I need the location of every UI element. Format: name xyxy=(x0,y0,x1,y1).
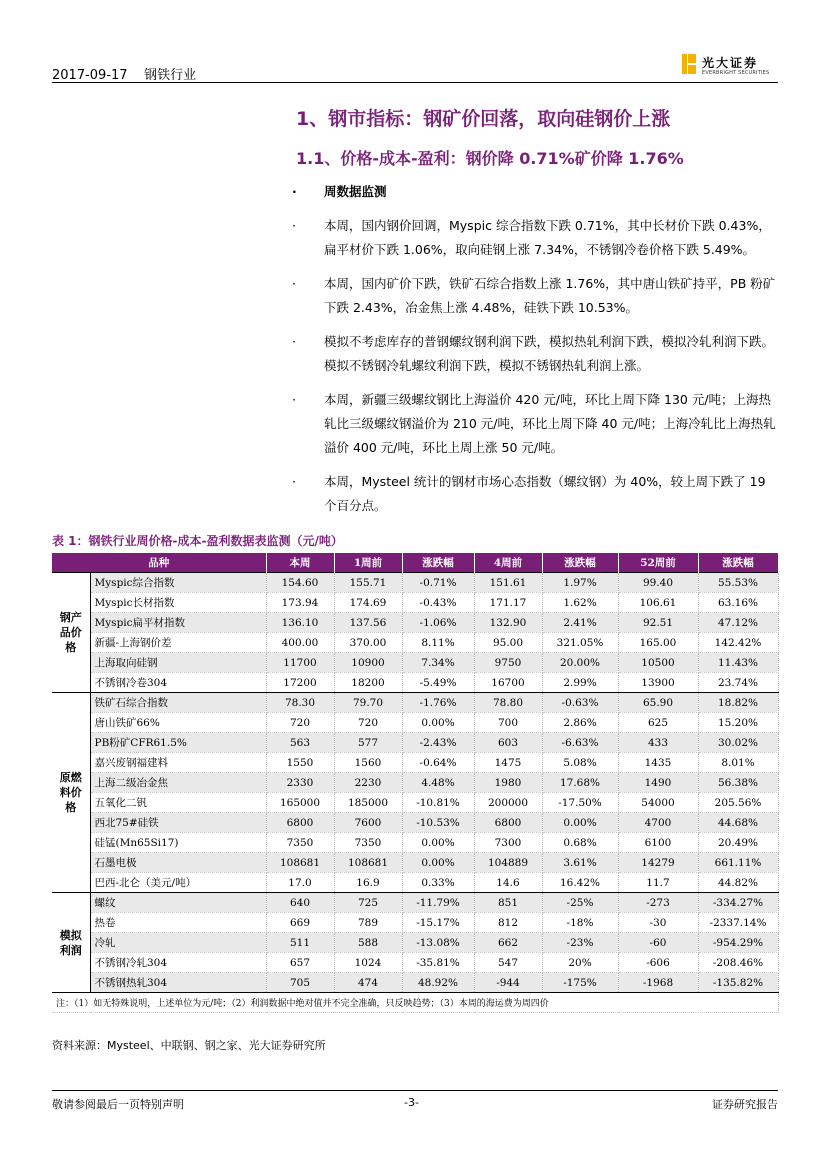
value-cell: -606 xyxy=(618,953,698,973)
row-name-cell: 热卷 xyxy=(90,913,266,933)
bullet-dot: · xyxy=(292,392,296,407)
value-cell: 661.11% xyxy=(698,853,778,873)
row-name-cell: 不锈钢热轧304 xyxy=(90,973,266,993)
value-cell: 205.56% xyxy=(698,793,778,813)
value-cell: 185000 xyxy=(334,793,402,813)
value-cell: 18200 xyxy=(334,673,402,693)
row-name-cell: Myspic综合指数 xyxy=(90,573,266,593)
value-cell: 10900 xyxy=(334,653,402,673)
value-cell: 812 xyxy=(474,913,542,933)
value-cell: 1475 xyxy=(474,753,542,773)
value-cell: 171.17 xyxy=(474,593,542,613)
row-name-cell: 不锈钢冷卷304 xyxy=(90,673,266,693)
value-cell: -23% xyxy=(542,933,618,953)
value-cell: 14.6 xyxy=(474,873,542,893)
value-cell: -11.79% xyxy=(402,893,474,913)
col-header: 52周前 xyxy=(618,553,698,573)
row-name-cell: 铁矿石综合指数 xyxy=(90,693,266,713)
value-cell: 155.71 xyxy=(334,573,402,593)
row-name-cell: 嘉兴废钢福建料 xyxy=(90,753,266,773)
value-cell: 136.10 xyxy=(266,613,334,633)
value-cell: 789 xyxy=(334,913,402,933)
value-cell: 1024 xyxy=(334,953,402,973)
group-label: 钢产品价格 xyxy=(52,573,90,693)
col-header: 涨跌幅 xyxy=(402,553,474,573)
value-cell: 48.92% xyxy=(402,973,474,993)
value-cell: 79.70 xyxy=(334,693,402,713)
table-row xyxy=(52,753,778,773)
value-cell: -10.53% xyxy=(402,813,474,833)
value-cell: 547 xyxy=(474,953,542,973)
value-cell: 588 xyxy=(334,933,402,953)
table-row xyxy=(52,873,778,893)
value-cell: 108681 xyxy=(334,853,402,873)
subsection-heading: 1.1、价格-成本-盈利：钢价降 0.71%矿价降 1.76% xyxy=(296,149,684,168)
value-cell: 1.97% xyxy=(542,573,618,593)
value-cell: -1.76% xyxy=(402,693,474,713)
row-name-cell: 硅锰(Mn65Si17) xyxy=(90,833,266,853)
value-cell: 6100 xyxy=(618,833,698,853)
value-cell: 6800 xyxy=(266,813,334,833)
value-cell: 165000 xyxy=(266,793,334,813)
group-label: 原燃料价格 xyxy=(52,693,90,893)
col-header: 品种 xyxy=(52,553,266,573)
value-cell: 7.34% xyxy=(402,653,474,673)
table-row xyxy=(52,853,778,873)
value-cell: 9750 xyxy=(474,653,542,673)
footer-disclaimer: 敬请参阅最后一页特别声明 xyxy=(52,1098,184,1111)
value-cell: 8.01% xyxy=(698,753,778,773)
data-table xyxy=(52,553,779,1013)
table-row xyxy=(52,633,778,653)
value-cell: 5.08% xyxy=(542,753,618,773)
value-cell: -175% xyxy=(542,973,618,993)
table-caption: 表 1：钢铁行业周价格-成本-盈利数据表监测（元/吨） xyxy=(52,534,343,548)
col-header: 本周 xyxy=(266,553,334,573)
value-cell: 151.61 xyxy=(474,573,542,593)
value-cell: 8.11% xyxy=(402,633,474,653)
value-cell: 0.33% xyxy=(402,873,474,893)
row-name-cell: 唐山铁矿66% xyxy=(90,713,266,733)
value-cell: 400.00 xyxy=(266,633,334,653)
value-cell: 2330 xyxy=(266,773,334,793)
table-row xyxy=(52,833,778,853)
row-name-cell: Myspic扁平材指数 xyxy=(90,613,266,633)
value-cell: 4700 xyxy=(618,813,698,833)
value-cell: 662 xyxy=(474,933,542,953)
table-row xyxy=(52,673,778,693)
logo-en-text: EVERBRIGHT SECURITIES xyxy=(702,70,770,76)
value-cell: 104889 xyxy=(474,853,542,873)
value-cell: -10.81% xyxy=(402,793,474,813)
value-cell: 577 xyxy=(334,733,402,753)
value-cell: -0.71% xyxy=(402,573,474,593)
value-cell: 10500 xyxy=(618,653,698,673)
value-cell: -1.06% xyxy=(402,613,474,633)
report-date: 2017-09-17 xyxy=(52,68,128,83)
value-cell: 0.00% xyxy=(542,813,618,833)
value-cell: 17200 xyxy=(266,673,334,693)
value-cell: 16.9 xyxy=(334,873,402,893)
value-cell: -30 xyxy=(618,913,698,933)
brand-logo xyxy=(682,54,782,80)
value-cell: 2.86% xyxy=(542,713,618,733)
header-divider xyxy=(52,82,778,83)
table-row xyxy=(52,713,778,733)
value-cell: 1980 xyxy=(474,773,542,793)
value-cell: 603 xyxy=(474,733,542,753)
bullet-dot: · xyxy=(292,474,296,489)
group-label: 模拟利润 xyxy=(52,893,90,993)
value-cell: 106.61 xyxy=(618,593,698,613)
row-name-cell: 螺纹 xyxy=(90,893,266,913)
table-row xyxy=(52,573,778,593)
value-cell: -17.50% xyxy=(542,793,618,813)
table-row xyxy=(52,773,778,793)
value-cell: 433 xyxy=(618,733,698,753)
value-cell: -2.43% xyxy=(402,733,474,753)
col-header: 涨跌幅 xyxy=(698,553,778,573)
value-cell: 200000 xyxy=(474,793,542,813)
value-cell: 20.49% xyxy=(698,833,778,853)
value-cell: 17.0 xyxy=(266,873,334,893)
value-cell: 370.00 xyxy=(334,633,402,653)
value-cell: 511 xyxy=(266,933,334,953)
value-cell: 7350 xyxy=(334,833,402,853)
value-cell: -0.64% xyxy=(402,753,474,773)
footer-report-type: 证券研究报告 xyxy=(712,1098,778,1111)
table-row xyxy=(52,693,778,713)
row-name-cell: 石墨电极 xyxy=(90,853,266,873)
value-cell: 625 xyxy=(618,713,698,733)
value-cell: 1.62% xyxy=(542,593,618,613)
value-cell: 99.40 xyxy=(618,573,698,593)
value-cell: 321.05% xyxy=(542,633,618,653)
value-cell: 44.68% xyxy=(698,813,778,833)
row-name-cell: 不锈钢冷轧304 xyxy=(90,953,266,973)
table-row xyxy=(52,593,778,613)
value-cell: 851 xyxy=(474,893,542,913)
value-cell: 14279 xyxy=(618,853,698,873)
bullet-item: · 本周，国内钢价回调，Myspic 综合指数下跌 0.71%，其中长材价下跌 0.43%，扁平材价下跌 1.06%，取向硅钢上涨 7.34%，不锈钢冷卷价格下跌 5.49%。 xyxy=(290,214,780,262)
value-cell: 1550 xyxy=(266,753,334,773)
value-cell: 4.48% xyxy=(402,773,474,793)
bullet-item: · 模拟不考虑库存的普钢螺纹钢利润下跌，模拟热轧利润下跌，模拟冷轧利润下跌。模拟不锈钢冷轧螺纹利润下跌，模拟不锈钢热轧利润上涨。 xyxy=(290,330,780,378)
value-cell: -60 xyxy=(618,933,698,953)
row-name-cell: 冷轧 xyxy=(90,933,266,953)
value-cell: 11.7 xyxy=(618,873,698,893)
table-row xyxy=(52,893,778,913)
bullet-item: · 周数据监测 xyxy=(290,180,780,204)
value-cell: 11700 xyxy=(266,653,334,673)
value-cell: 2.99% xyxy=(542,673,618,693)
value-cell: 63.16% xyxy=(698,593,778,613)
value-cell: 720 xyxy=(334,713,402,733)
value-cell: 0.00% xyxy=(402,853,474,873)
value-cell: 20.00% xyxy=(542,653,618,673)
row-name-cell: PB粉矿CFR61.5% xyxy=(90,733,266,753)
value-cell: 7600 xyxy=(334,813,402,833)
bullet-item: · 本周，新疆三级螺纹钢比上海溢价 420 元/吨，环比上周下降 130 元/吨；上海热轧比三级螺纹钢溢价为 210 元/吨，环比上周下降 40 元/吨；上海冷轧比上海热轧溢价 400 元/吨，环比上周上涨 50 元/吨。 xyxy=(290,388,780,460)
value-cell: 720 xyxy=(266,713,334,733)
value-cell: 56.38% xyxy=(698,773,778,793)
value-cell: 20% xyxy=(542,953,618,973)
value-cell: 142.42% xyxy=(698,633,778,653)
bullet-list xyxy=(290,180,780,518)
value-cell: 0.68% xyxy=(542,833,618,853)
value-cell: 3.61% xyxy=(542,853,618,873)
col-header: 1周前 xyxy=(334,553,402,573)
value-cell: 78.30 xyxy=(266,693,334,713)
value-cell: -0.43% xyxy=(402,593,474,613)
value-cell: 108681 xyxy=(266,853,334,873)
report-date-industry xyxy=(52,64,196,83)
value-cell: 1490 xyxy=(618,773,698,793)
table-body xyxy=(52,573,778,1013)
row-name-cell: Myspic长材指数 xyxy=(90,593,266,613)
value-cell: 2.41% xyxy=(542,613,618,633)
value-cell: 54000 xyxy=(618,793,698,813)
value-cell: -954.29% xyxy=(698,933,778,953)
value-cell: -1968 xyxy=(618,973,698,993)
value-cell: 165.00 xyxy=(618,633,698,653)
bullet-dot: · xyxy=(292,184,297,199)
value-cell: 173.94 xyxy=(266,593,334,613)
value-cell: 174.69 xyxy=(334,593,402,613)
row-name-cell: 新疆-上海钢价差 xyxy=(90,633,266,653)
value-cell: 657 xyxy=(266,953,334,973)
table-row xyxy=(52,973,778,993)
industry-label: 钢铁行业 xyxy=(144,68,197,83)
section-heading: 1、钢市指标：钢矿价回落，取向硅钢价上涨 xyxy=(296,108,671,130)
bullet-dot: · xyxy=(292,334,296,349)
value-cell: 11.43% xyxy=(698,653,778,673)
value-cell: 1560 xyxy=(334,753,402,773)
value-cell: 725 xyxy=(334,893,402,913)
table-row xyxy=(52,913,778,933)
logo-cn-text: 光大证券 xyxy=(702,56,759,70)
value-cell: 669 xyxy=(266,913,334,933)
value-cell: -135.82% xyxy=(698,973,778,993)
value-cell: 16.42% xyxy=(542,873,618,893)
value-cell: 2230 xyxy=(334,773,402,793)
value-cell: 65.90 xyxy=(618,693,698,713)
value-cell: 6800 xyxy=(474,813,542,833)
footer-divider xyxy=(52,1090,778,1091)
bullet-dot: · xyxy=(292,276,296,291)
value-cell: -0.63% xyxy=(542,693,618,713)
value-cell: 640 xyxy=(266,893,334,913)
value-cell: -334.27% xyxy=(698,893,778,913)
data-source: 资料来源：Mysteel、中联钢、钢之家、光大证券研究所 xyxy=(52,1039,326,1052)
table-row xyxy=(52,813,778,833)
bullet-item: · 本周，Mysteel 统计的钢材市场心态指数（螺纹钢）为 40%，较上周下跌了 19 个百分点。 xyxy=(290,470,780,518)
table-row xyxy=(52,953,778,973)
value-cell: 705 xyxy=(266,973,334,993)
row-name-cell: 西北75#硅铁 xyxy=(90,813,266,833)
row-name-cell: 上海取向硅钢 xyxy=(90,653,266,673)
value-cell: -25% xyxy=(542,893,618,913)
value-cell: 0.00% xyxy=(402,713,474,733)
col-header: 4周前 xyxy=(474,553,542,573)
row-name-cell: 巴西-北仑（美元/吨） xyxy=(90,873,266,893)
bullet-dot: · xyxy=(292,218,296,233)
value-cell: 95.00 xyxy=(474,633,542,653)
value-cell: 55.53% xyxy=(698,573,778,593)
table-row xyxy=(52,793,778,813)
value-cell: 0.00% xyxy=(402,833,474,853)
value-cell: -5.49% xyxy=(402,673,474,693)
page-number: -3- xyxy=(404,1096,419,1109)
value-cell: 44.82% xyxy=(698,873,778,893)
value-cell: 92.51 xyxy=(618,613,698,633)
bullet-item: · 本周，国内矿价下跌，铁矿石综合指数上涨 1.76%，其中唐山铁矿持平，PB 粉矿下跌 2.43%，冶金焦上涨 4.48%，硅铁下跌 10.53%。 xyxy=(290,272,780,320)
value-cell: -18% xyxy=(542,913,618,933)
value-cell: 474 xyxy=(334,973,402,993)
value-cell: 30.02% xyxy=(698,733,778,753)
value-cell: 700 xyxy=(474,713,542,733)
value-cell: 13900 xyxy=(618,673,698,693)
value-cell: 17.68% xyxy=(542,773,618,793)
value-cell: 563 xyxy=(266,733,334,753)
value-cell: 137.56 xyxy=(334,613,402,633)
table-header-row xyxy=(52,553,778,573)
value-cell: 1435 xyxy=(618,753,698,773)
table-note-row xyxy=(52,993,778,1013)
row-name-cell: 五氧化二钒 xyxy=(90,793,266,813)
value-cell: -273 xyxy=(618,893,698,913)
value-cell: 15.20% xyxy=(698,713,778,733)
value-cell: 7350 xyxy=(266,833,334,853)
value-cell: -944 xyxy=(474,973,542,993)
value-cell: 47.12% xyxy=(698,613,778,633)
value-cell: -208.46% xyxy=(698,953,778,973)
value-cell: 7300 xyxy=(474,833,542,853)
value-cell: 23.74% xyxy=(698,673,778,693)
row-name-cell: 上海二级冶金焦 xyxy=(90,773,266,793)
table-row xyxy=(52,733,778,753)
value-cell: 78.80 xyxy=(474,693,542,713)
value-cell: 132.90 xyxy=(474,613,542,633)
logo-mark-icon xyxy=(682,54,696,74)
value-cell: -6.63% xyxy=(542,733,618,753)
value-cell: -13.08% xyxy=(402,933,474,953)
value-cell: -35.81% xyxy=(402,953,474,973)
col-header: 涨跌幅 xyxy=(542,553,618,573)
value-cell: 154.60 xyxy=(266,573,334,593)
table-row xyxy=(52,653,778,673)
table-row xyxy=(52,933,778,953)
table-row xyxy=(52,613,778,633)
value-cell: -15.17% xyxy=(402,913,474,933)
value-cell: 18.82% xyxy=(698,693,778,713)
table-note: 注：（1）如无特殊说明，上述单位为元/吨；（2）利润数据中绝对值并不完全准确，只反映趋势；（3）本周的海运费为周四价 xyxy=(52,993,778,1013)
value-cell: -2337.14% xyxy=(698,913,778,933)
value-cell: 16700 xyxy=(474,673,542,693)
